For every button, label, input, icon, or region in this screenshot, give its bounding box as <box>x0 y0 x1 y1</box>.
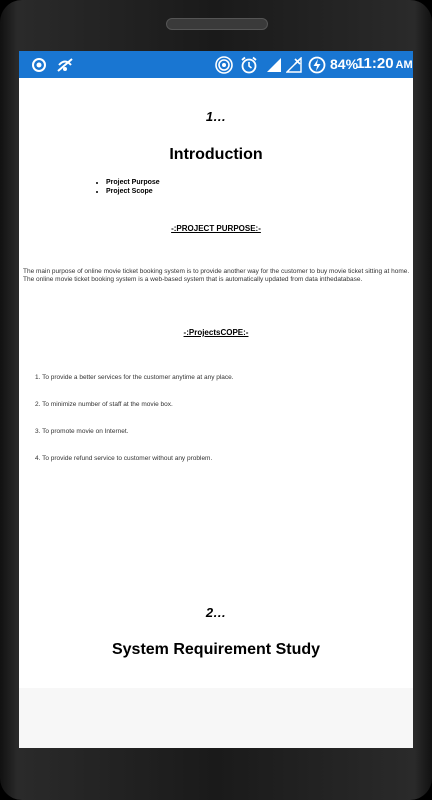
battery-charging-icon <box>307 55 327 74</box>
scope-list-item: 2. To minimize number of staff at the movie box. <box>35 401 173 408</box>
clock-time: 11:20 <box>356 55 394 72</box>
page-number-2: 2… <box>205 605 227 620</box>
clock <box>356 55 413 72</box>
alarm-icon <box>239 55 259 74</box>
bullet-item: • Project Purpose <box>106 178 160 187</box>
scope-list <box>35 374 234 482</box>
project-purpose-paragraph: The main purpose of online movie ticket booking system is to provide another way for the customer to buy movie ticket sitting at home. The online movie ticket booking system is a web-based system that is automatically updated from data inthedatabase. <box>23 268 410 283</box>
record-icon <box>30 55 48 74</box>
cell-signal-icon <box>265 55 283 74</box>
section-title-introduction: Introduction <box>169 146 263 163</box>
page-number-1: 1… <box>205 109 227 124</box>
scope-list-item: 4. To provide refund service to customer without any problem. <box>35 455 213 462</box>
scope-list-item: 1. To provide a better services for the customer anytime at any place. <box>35 374 234 381</box>
intro-bullet-list <box>98 178 160 196</box>
section-title-system-requirement: System Requirement Study <box>111 641 321 658</box>
scope-list-item: 3. To promote movie on Internet. <box>35 428 129 435</box>
page-gap <box>19 688 413 748</box>
project-purpose-heading: -:PROJECT PURPOSE:- <box>171 224 261 233</box>
screen[interactable] <box>19 51 413 748</box>
no-signal-icon <box>285 55 303 74</box>
signal-off-icon <box>54 55 76 74</box>
clock-ampm: AM <box>395 59 413 71</box>
battery-percent: 84% <box>330 56 359 72</box>
bullet-item: • Project Scope <box>106 187 160 196</box>
phone-speaker <box>166 18 268 30</box>
hotspot-icon <box>214 55 234 74</box>
status-bar <box>19 51 413 78</box>
project-scope-heading: -:ProjectsCOPE:- <box>183 328 249 337</box>
